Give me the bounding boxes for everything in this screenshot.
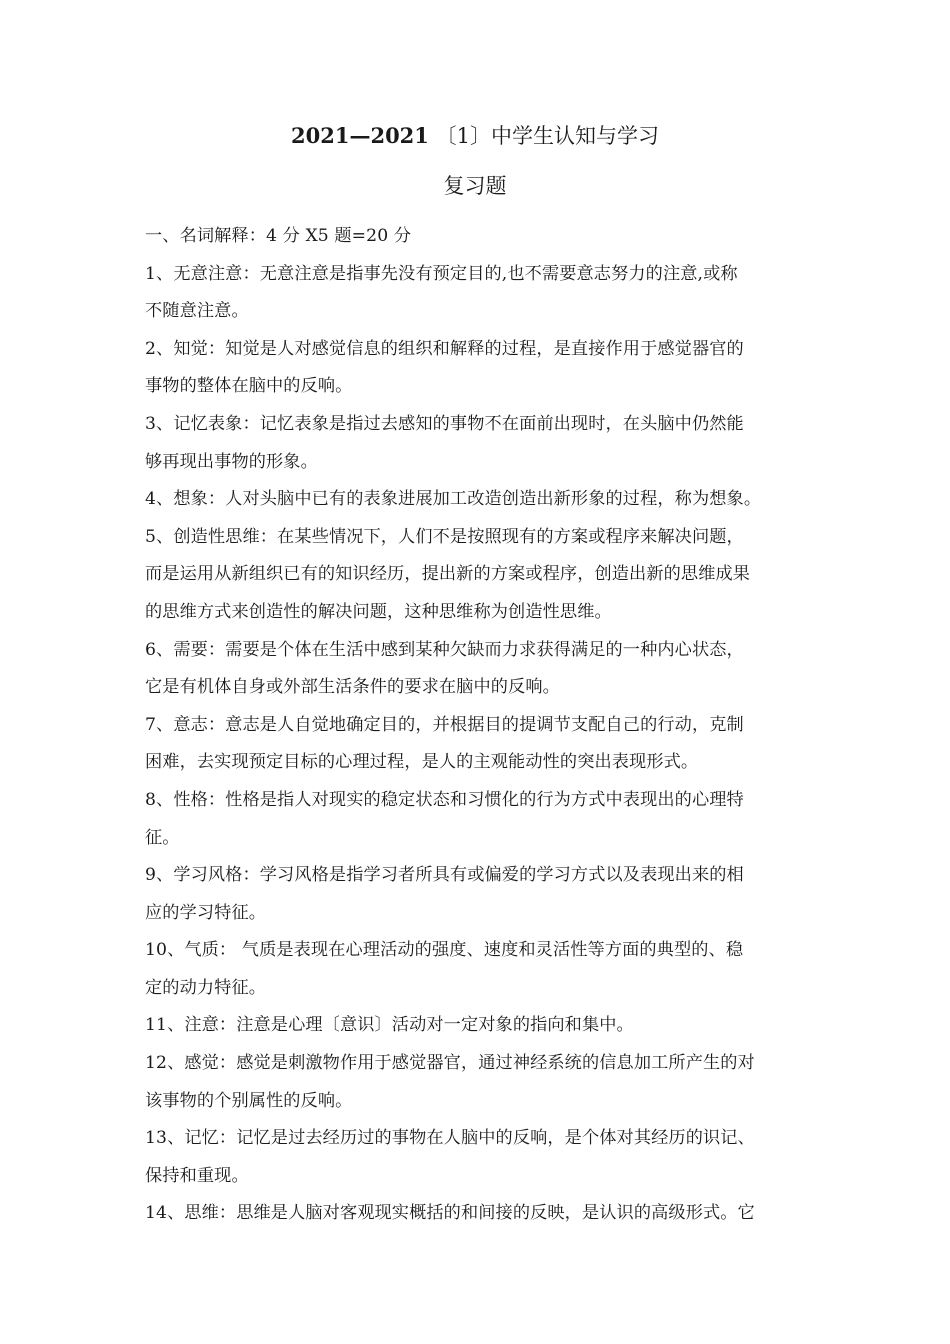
text-line: 5、创造性思维：在某些情况下，人们不是按照现有的方案或程序来解决问题， (145, 526, 744, 547)
text-line: 事物的整体在脑中的反响。 (145, 376, 353, 397)
text-line: 不随意注意。 (145, 301, 249, 322)
text-line: 它是有机体自身或外部生活条件的要求在脑中的反响。 (145, 677, 560, 698)
text-line: 保持和重现。 (145, 1165, 249, 1186)
text-line: 4、想象：人对头脑中已有的表象进展加工改造创造出新形象的过程，称为想象。 (145, 489, 762, 510)
title-course: 中学生认知与学习 (490, 124, 659, 148)
text-line: 10、气质： 气质是表现在心理活动的强度、速度和灵活性等方面的典型的、稳 (145, 940, 744, 961)
text-line: 14、思维：思维是人脑对客观现实概括的和间接的反映，是认识的高级形式。它 (145, 1203, 755, 1224)
text-line: 12、感觉：感觉是刺激物作用于感觉器官，通过神经系统的信息加工所产生的对 (145, 1053, 755, 1074)
title-term: 〔1〕 (435, 124, 491, 148)
text-line: 8、性格：性格是指人对现实的稳定状态和习惯化的行为方式中表现出的心理特 (145, 789, 744, 810)
text-line: 而是运用从新组织已有的知识经历，提出新的方案或程序，创造出新的思维成果 (145, 564, 751, 585)
text-line: 11、注意：注意是心理〔意识〕活动对一定对象的指向和集中。 (145, 1015, 634, 1036)
text-line: 3、记忆表象：记忆表象是指过去感知的事物不在面前出现时，在头脑中仍然能 (145, 413, 744, 434)
document-body (145, 218, 805, 1233)
text-line: 征。 (145, 827, 180, 848)
text-line: 9、学习风格：学习风格是指学习者所具有或偏爱的学习方式以及表现出来的相 (145, 865, 744, 886)
text-line: 应的学习特征。 (145, 902, 267, 923)
text-line: 的思维方式来创造性的解决问题，这种思维称为创造性思维。 (145, 601, 612, 622)
text-line: 7、意志：意志是人自觉地确定目的，并根据目的提调节支配自己的行动，克制 (145, 714, 744, 735)
text-line: 13、记忆：记忆是过去经历过的事物在人脑中的反响，是个体对其经历的识记、 (145, 1128, 755, 1149)
document-title (0, 122, 950, 150)
text-line: 1、无意注意：无意注意是指事先没有预定目的,也不需要意志努力的注意,或称 (145, 263, 738, 284)
text-line: 6、需要：需要是个体在生活中感到某种欠缺而力求获得满足的一种内心状态， (145, 639, 744, 660)
text-line: 困难，去实现预定目标的心理过程，是人的主观能动性的突出表现形式。 (145, 752, 699, 773)
text-line: 够再现出事物的形象。 (145, 451, 318, 472)
title-year-range: 2021—2021 (291, 123, 429, 148)
section-heading: 一、名词解释：4 分 X5 题=20 分 (145, 226, 412, 246)
text-line: 定的动力特征。 (145, 977, 267, 998)
text-line: 2、知觉：知觉是人对感觉信息的组织和解释的过程，是直接作用于感觉器官的 (145, 338, 744, 359)
term-definitions (145, 256, 805, 1233)
document-subtitle: 复习题 (443, 174, 507, 198)
text-line: 该事物的个别属性的反响。 (145, 1090, 353, 1111)
